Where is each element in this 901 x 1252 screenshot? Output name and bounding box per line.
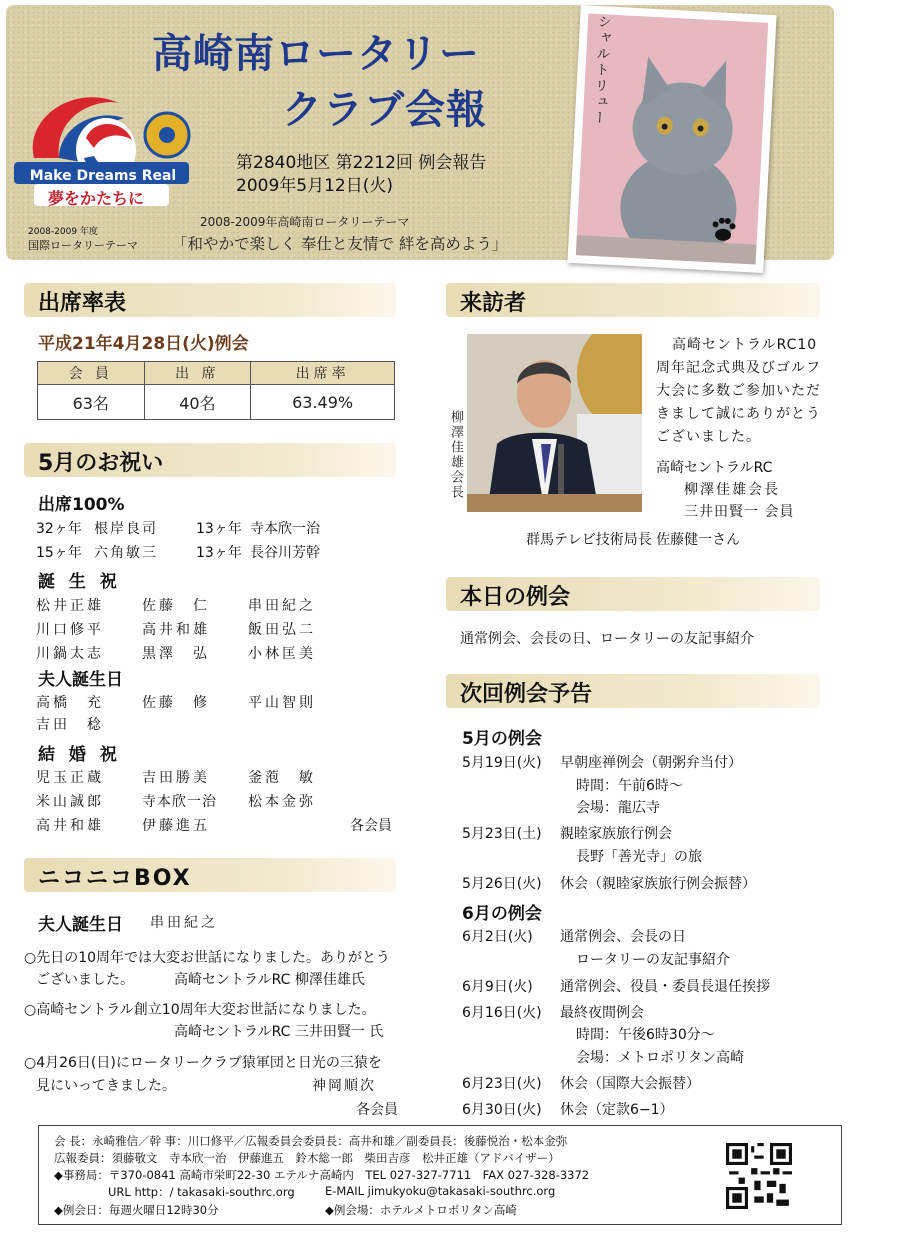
- schedule-date: 6月9日(火): [462, 979, 533, 995]
- section-header-attendance: 出席率表: [24, 283, 396, 317]
- june-title: 6月の例会: [462, 904, 542, 924]
- schedule-item: 通常例会、役員・委員長退任挨拶: [560, 979, 770, 995]
- list-item: 高井和雄: [36, 818, 104, 834]
- list-item: 32ヶ年: [36, 521, 82, 537]
- visitor-text: 大会に多数ご参加いただ: [656, 383, 821, 399]
- section-header-today: 本日の例会: [446, 577, 820, 611]
- schedule-date: 6月23日(火): [462, 1076, 542, 1092]
- schedule-date: 5月19日(火): [462, 755, 542, 771]
- section-header-celebrations: 5月のお祝い: [24, 443, 396, 477]
- schedule-item: 早朝座禅例会（朝粥弁当付）: [560, 755, 742, 771]
- list-item: 13ヶ年: [196, 521, 242, 537]
- today-content: 通常例会、会長の日、ロータリーの友記事紹介: [460, 631, 754, 647]
- meeting-info: 第2840地区 第2212回 例会報告: [236, 153, 487, 173]
- footer-meeting-day: ◆例会日：毎週火曜日12時30分: [54, 1203, 219, 1217]
- list-item: 高橋 充: [36, 695, 104, 711]
- footer-officers: 会 長：永崎雅信／幹 事：川口修平／広報委員会委員長：高井和雄／副委員長：後藤悦治・松本金弥: [54, 1134, 568, 1148]
- list-item: 佐藤 修: [142, 695, 210, 711]
- intl-theme-year: 2008-2009 年度: [28, 227, 98, 237]
- section-header-visitors: 来訪者: [446, 283, 820, 317]
- list-item: 児玉正蔵: [36, 770, 104, 786]
- visitor-text: 高崎セントラルRC10: [672, 337, 818, 353]
- nikoniko-closing: 各会員: [356, 1102, 398, 1118]
- nikoniko-entry-line: 見にいってきました。: [36, 1078, 176, 1094]
- schedule-item: 親睦家族旅行例会: [560, 826, 672, 842]
- list-item: 黒澤 弘: [142, 646, 210, 662]
- schedule-item: 通常例会、会長の日: [560, 929, 686, 945]
- schedule-item: ロータリーの友記事紹介: [576, 952, 730, 968]
- list-item: 松井正雄: [36, 598, 104, 614]
- nikoniko-subname: 串田紀之: [150, 915, 218, 931]
- list-item: 伊藤進五: [142, 818, 210, 834]
- list-item: 吉田 稔: [36, 717, 104, 733]
- nikoniko-entry-line: ○先日の10周年では大変お世話になりました。ありがとう: [24, 950, 391, 966]
- newsletter-title-line1: 高崎南ロータリー: [152, 31, 480, 77]
- schedule-item: 休会（国際大会振替）: [560, 1076, 700, 1092]
- nikoniko-entry-line: ○高崎セントラル創立10周年大変お世話になりました。: [24, 1002, 376, 1018]
- list-item: 川口修平: [36, 622, 104, 638]
- nikoniko-entry-line: ○4月26日(日)にロータリークラブ猿軍団と日光の三猿を: [24, 1055, 382, 1071]
- visitor-text: ございました。: [656, 429, 761, 445]
- intl-theme-label: 国際ロータリーテーマ: [28, 239, 138, 252]
- list-item: 寺本欣一治: [250, 521, 320, 537]
- schedule-item: 最終夜間例会: [560, 1005, 644, 1021]
- visitor-photo-label: 柳澤佳雄会長: [448, 410, 463, 500]
- attendance-header-members: 会 員: [38, 362, 145, 385]
- nikoniko-subtitle: 夫人誕生日: [38, 915, 123, 935]
- qr-code: [726, 1143, 792, 1209]
- visitor-club: 高崎セントラルRC: [656, 460, 773, 476]
- newsletter-title-line2: クラブ会報: [282, 87, 487, 133]
- schedule-item: 休会（定款6−1）: [560, 1102, 674, 1118]
- schedule-item: 長野「善光寺」の旅: [576, 849, 702, 865]
- section-header-nikoniko: ニコニコBOX: [24, 858, 396, 892]
- schedule-item: 時間：午前6時～: [576, 778, 683, 794]
- list-item: 釜萢 敏: [248, 770, 316, 786]
- schedule-date: 5月26日(火): [462, 876, 542, 892]
- club-theme: 「和やかで楽しく 奉仕と友情で 絆を高めよう」: [172, 235, 508, 253]
- visitor-photo: [467, 334, 642, 512]
- schedule-date: 6月16日(火): [462, 1005, 542, 1021]
- nikoniko-entry-signer: 神岡順次: [312, 1078, 376, 1094]
- logo-slogan: Make Dreams Real: [29, 168, 177, 184]
- meeting-date: 2009年5月12日(火): [236, 176, 393, 196]
- list-item: 根岸良司: [94, 521, 158, 537]
- nikoniko-entry-line: ございました。: [36, 972, 134, 988]
- club-theme-label: 2008-2009年高崎南ロータリーテーマ: [200, 215, 410, 229]
- cat-caption: シャルトリュー: [590, 13, 613, 127]
- list-item: 川鍋太志: [36, 646, 104, 662]
- visitor-name: 三井田賢一 会員: [684, 504, 795, 520]
- may-title: 5月の例会: [462, 729, 542, 749]
- attendance-rate: 63.49%: [251, 385, 395, 420]
- list-item: 六角敏三: [94, 545, 158, 561]
- list-item: 長谷川芳幹: [250, 545, 320, 561]
- nikoniko-entry-signer: 高崎セントラルRC 三井田賢一 氏: [174, 1024, 384, 1040]
- list-item: 松本金弥: [248, 794, 316, 810]
- visitor-other: 群馬テレビ技術局長 佐藤健一さん: [526, 532, 741, 548]
- celebrations-closing: 各会員: [350, 818, 392, 834]
- list-item: 寺本欣一治: [142, 794, 217, 810]
- attendance-present: 40名: [144, 385, 251, 420]
- footer-email: E-MAIL jimukyoku@takasaki-southrc.org: [325, 1184, 556, 1198]
- list-item: 平山智則: [248, 695, 316, 711]
- attendance-members: 63名: [38, 385, 145, 420]
- attendance-header-rate: 出席率: [251, 362, 395, 385]
- schedule-item: 会場：メトロポリタン高崎: [576, 1050, 744, 1066]
- attendance-date: 平成21年4月28日(火)例会: [38, 334, 249, 354]
- list-item: 串田紀之: [248, 598, 316, 614]
- list-item: 米山誠郎: [36, 794, 104, 810]
- logo-slogan-jp: 夢をかたちに: [48, 189, 145, 208]
- anniversary-title: 結 婚 祝: [38, 745, 121, 765]
- nikoniko-entry-signer: 高崎セントラルRC 柳澤佳雄氏: [174, 972, 365, 988]
- footer-url: URL http：/ takasaki-southrc.org: [108, 1185, 295, 1199]
- schedule-date: 6月30日(火): [462, 1102, 542, 1118]
- list-item: 吉田勝美: [142, 770, 210, 786]
- visitor-text: 周年記念式典及びゴルフ: [656, 360, 821, 376]
- attendance-header-present: 出 席: [144, 362, 251, 385]
- footer-office: ◆事務局：〒370-0841 高崎市栄町22-30 エテルナ高崎内 TEL 027-327-7711 FAX 027-328-3372: [54, 1168, 590, 1182]
- list-item: 高井和雄: [142, 622, 210, 638]
- visitor-name: 柳澤佳雄会長: [684, 482, 780, 498]
- list-item: 13ヶ年: [196, 545, 242, 561]
- birthday-title: 誕 生 祝: [38, 572, 121, 592]
- perfect-attendance-title: 出席100%: [38, 495, 125, 515]
- schedule-item: 休会（親睦家族旅行例会振替）: [560, 876, 756, 892]
- cat-photo: [567, 5, 776, 273]
- list-item: 佐藤 仁: [142, 598, 210, 614]
- section-header-next: 次回例会予告: [446, 674, 820, 708]
- footer-committee: 広報委員：須藤敬文 寺本欣一治 伊藤進五 鈴木総一郎 柴田吉彦 松井正雄（アドバイザー）: [54, 1151, 560, 1165]
- schedule-item: 時間：午後6時30分～: [576, 1027, 715, 1043]
- visitor-text: きまして誠にありがとう: [656, 406, 821, 422]
- list-item: 飯田弘二: [248, 622, 316, 638]
- attendance-table: [37, 361, 395, 420]
- schedule-date: 6月2日(火): [462, 929, 533, 945]
- schedule-date: 5月23日(土): [462, 826, 542, 842]
- schedule-item: 会場：龍広寺: [576, 800, 660, 816]
- list-item: 15ヶ年: [36, 545, 82, 561]
- spouse-birthday-title: 夫人誕生日: [38, 670, 123, 690]
- list-item: 小林匡美: [248, 646, 316, 662]
- footer-meeting-place: ◆例会場：ホテルメトロポリタン高崎: [325, 1203, 517, 1217]
